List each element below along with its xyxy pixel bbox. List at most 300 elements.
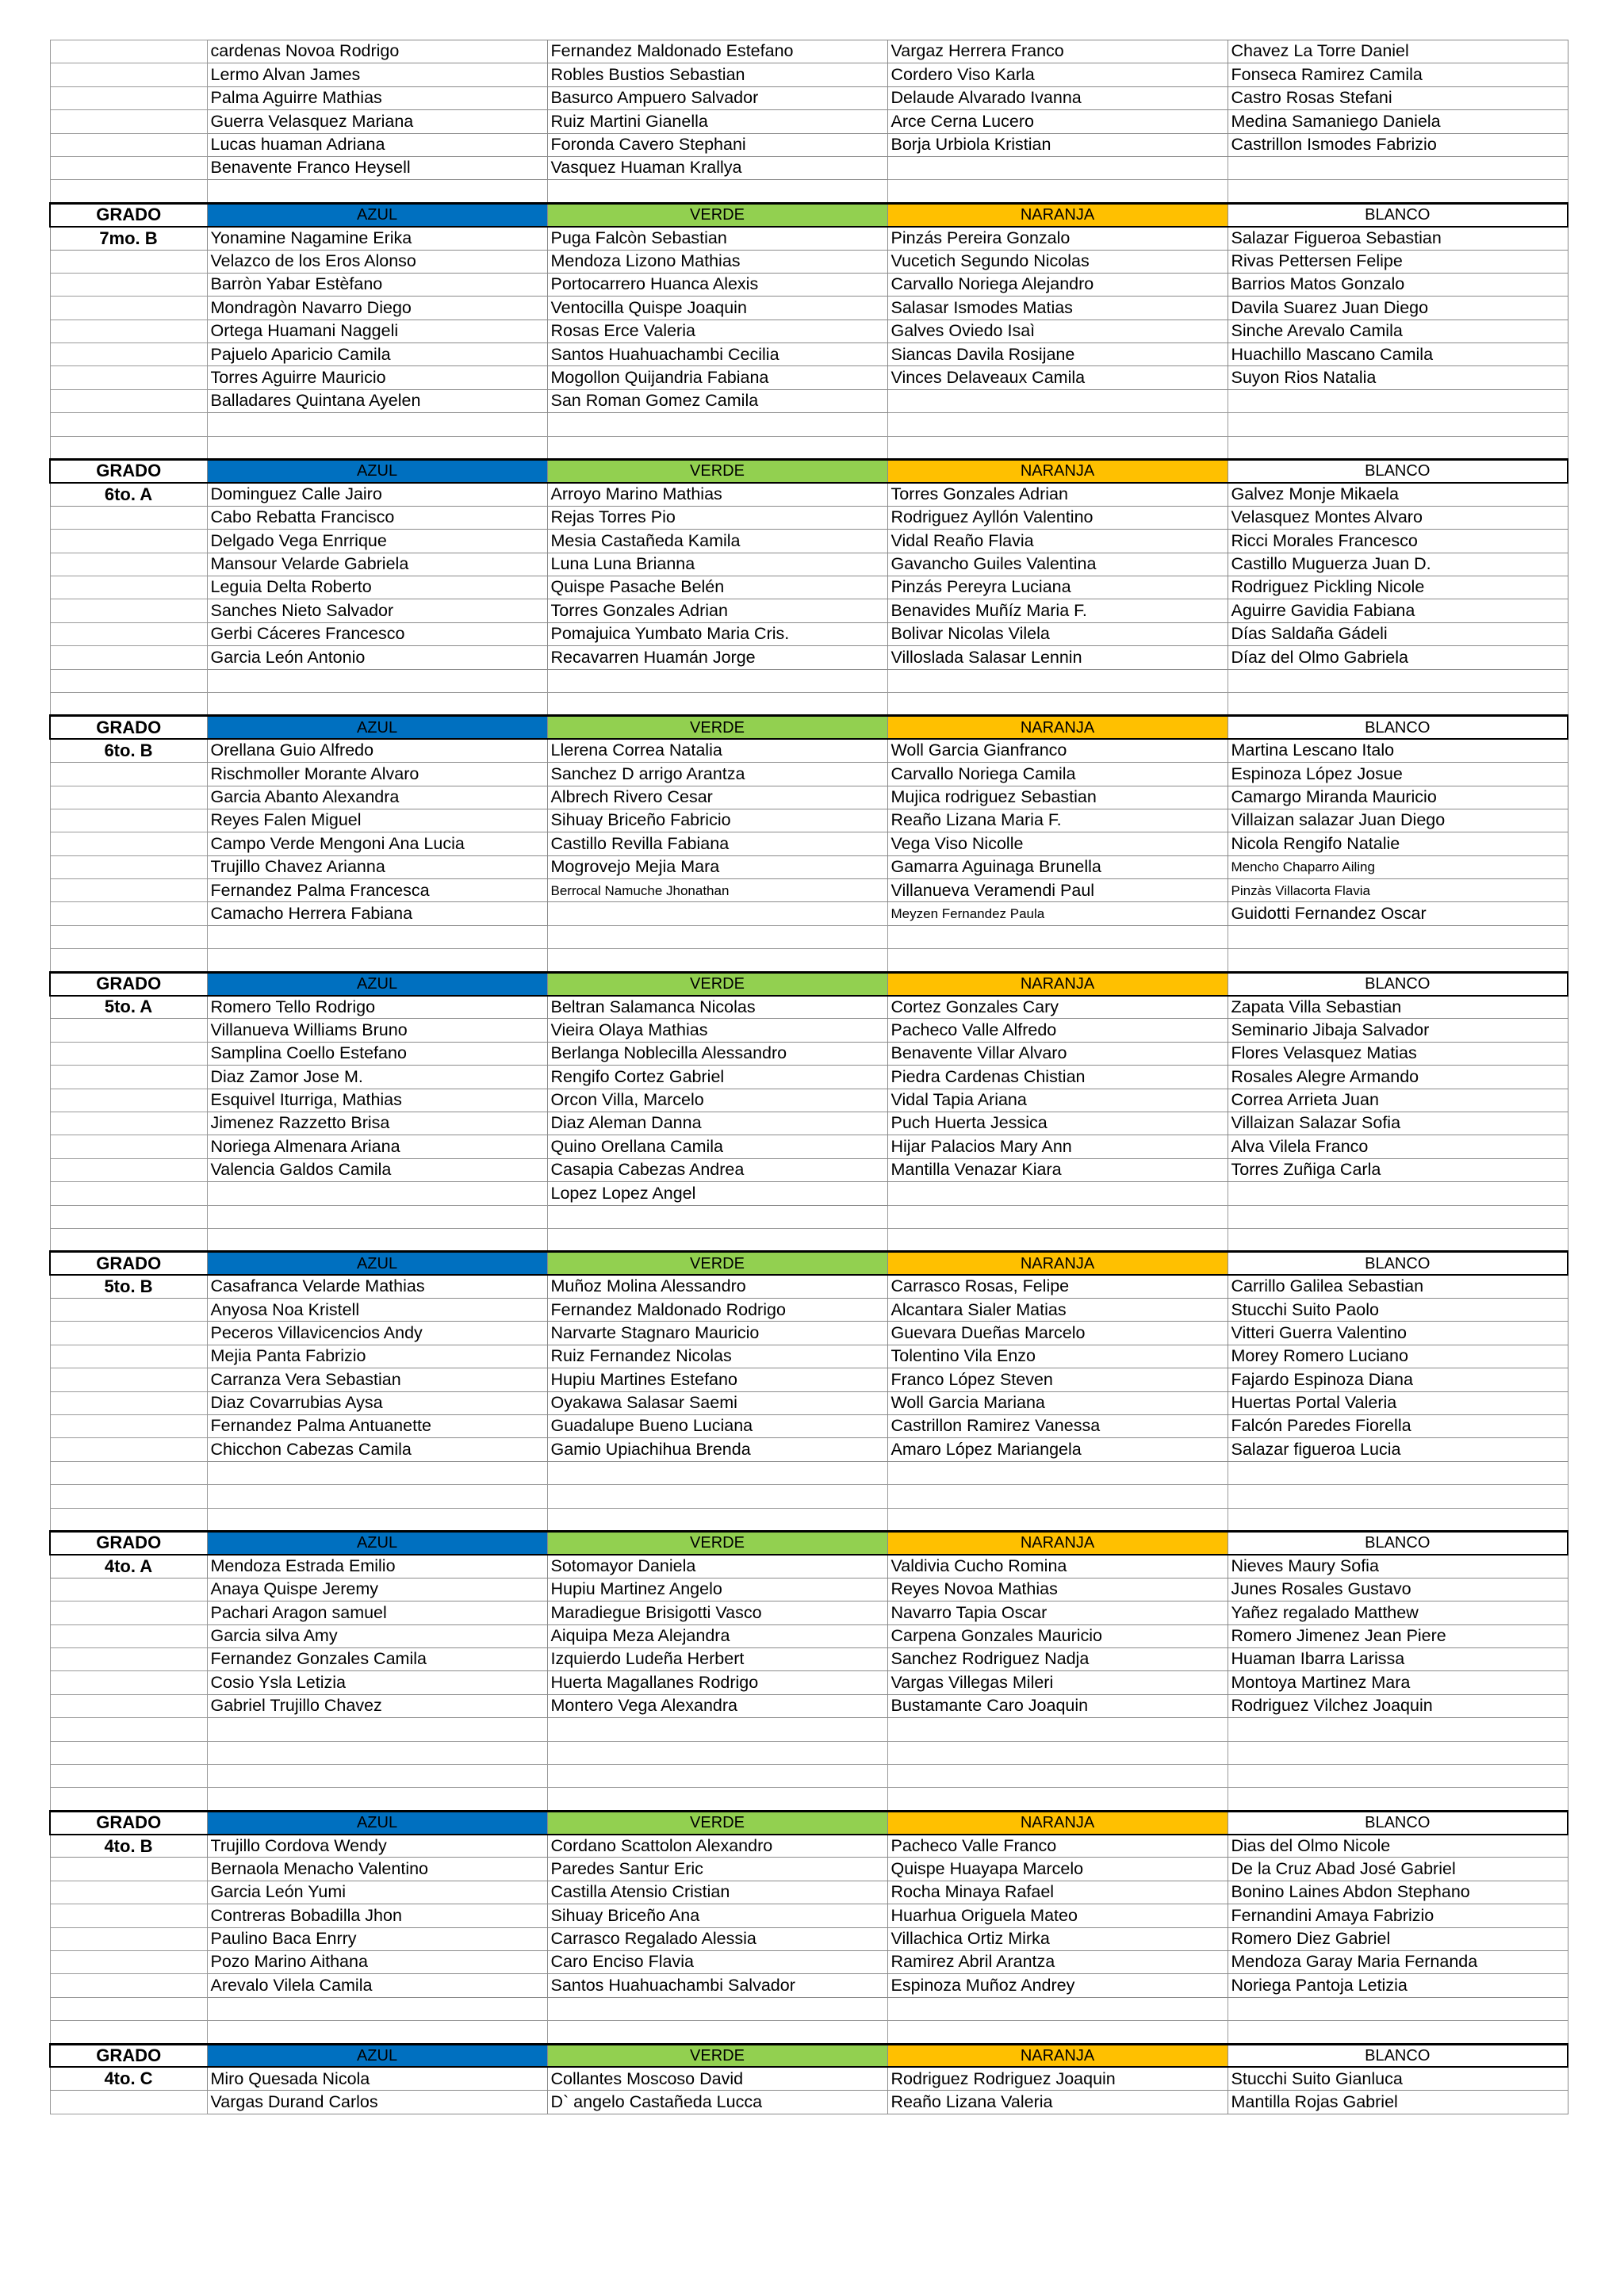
grade-label-cell (50, 320, 207, 342)
house-header-azul: AZUL (207, 1811, 547, 1834)
student-cell-blanco: Stucchi Suito Gianluca (1228, 2067, 1568, 2090)
table-row (50, 1228, 1568, 1251)
grade-label-cell (50, 692, 207, 715)
table-row (50, 1182, 1568, 1205)
grade-section-label: 6to. A (50, 483, 207, 506)
table-row (50, 250, 1568, 273)
table-row (50, 1694, 1568, 1717)
table-row (50, 273, 1568, 296)
table-row (50, 1508, 1568, 1531)
student-cell-naranja (887, 436, 1228, 459)
table-row (50, 1019, 1568, 1042)
grade-section-label: 4to. A (50, 1555, 207, 1578)
student-cell-naranja: Reaño Lizana Valeria (887, 2091, 1228, 2114)
student-cell-verde: Guadalupe Bueno Luciana (547, 1415, 887, 1438)
student-cell-verde: Caro Enciso Flavia (547, 1951, 887, 1974)
grade-label-cell (50, 389, 207, 412)
grade-label-cell (50, 2091, 207, 2114)
student-cell-blanco: Castro Rosas Stefani (1228, 86, 1568, 109)
student-cell-verde: Casapia Cabezas Andrea (547, 1158, 887, 1181)
student-cell-verde (547, 902, 887, 925)
student-cell-naranja (887, 1485, 1228, 1508)
student-cell-azul: Orellana Guio Alfredo (207, 739, 547, 762)
student-cell-azul (207, 180, 547, 203)
student-cell-azul (207, 669, 547, 692)
table-row (50, 1624, 1568, 1647)
grade-label-cell (50, 506, 207, 529)
table-row (50, 902, 1568, 925)
house-header-naranja: NARANJA (887, 2044, 1228, 2067)
student-cell-azul (207, 1228, 547, 1251)
grade-label-cell (50, 1112, 207, 1135)
student-cell-verde: Santos Huahuachambi Salvador (547, 1974, 887, 1997)
student-cell-azul: Diaz Zamor Jose M. (207, 1066, 547, 1089)
table-row (50, 739, 1568, 762)
student-cell-naranja: Puch Huerta Jessica (887, 1112, 1228, 1135)
student-cell-verde: San Roman Gomez Camila (547, 389, 887, 412)
table-row (50, 1485, 1568, 1508)
table-row (50, 1368, 1568, 1391)
student-cell-blanco: Ricci Morales Francesco (1228, 530, 1568, 553)
table-row (50, 1741, 1568, 1764)
student-cell-blanco: Espinoza López Josue (1228, 763, 1568, 786)
student-cell-blanco: De la Cruz Abad José Gabriel (1228, 1858, 1568, 1881)
table-row (50, 646, 1568, 669)
grade-label-cell (50, 297, 207, 320)
grade-label-cell (50, 40, 207, 63)
student-cell-blanco: Medina Samaniego Daniela (1228, 110, 1568, 133)
student-cell-azul: Campo Verde Mengoni Ana Lucia (207, 832, 547, 855)
house-header-azul: AZUL (207, 203, 547, 226)
student-cell-verde: Foronda Cavero Stephani (547, 133, 887, 156)
grade-label-cell (50, 1135, 207, 1158)
house-header-blanco: BLANCO (1228, 716, 1568, 739)
grade-label-cell (50, 343, 207, 366)
student-cell-verde: Sihuay Briceño Fabricio (547, 809, 887, 832)
student-cell-verde: Berrocal Namuche Jhonathan (547, 879, 887, 902)
student-cell-azul: Palma Aguirre Mathias (207, 86, 547, 109)
grade-label-cell (50, 133, 207, 156)
student-cell-naranja (887, 669, 1228, 692)
student-cell-verde: Mesia Castañeda Kamila (547, 530, 887, 553)
student-cell-naranja: Alcantara Sialer Matias (887, 1299, 1228, 1322)
table-row (50, 1391, 1568, 1414)
student-cell-naranja (887, 949, 1228, 972)
table-row (50, 553, 1568, 576)
grade-label-cell (50, 1019, 207, 1042)
house-header-blanco: BLANCO (1228, 972, 1568, 995)
student-cell-naranja: Pacheco Valle Alfredo (887, 1019, 1228, 1042)
student-cell-naranja (887, 1182, 1228, 1205)
student-cell-blanco: Bonino Laines Abdon Stephano (1228, 1881, 1568, 1904)
student-cell-blanco: Rivas Pettersen Felipe (1228, 250, 1568, 273)
student-cell-blanco (1228, 1741, 1568, 1764)
student-cell-naranja: Villoslada Salasar Lennin (887, 646, 1228, 669)
student-cell-naranja (887, 1741, 1228, 1764)
student-cell-verde: Vieira Olaya Mathias (547, 1019, 887, 1042)
spreadsheet-page (49, 40, 1567, 2248)
student-cell-naranja: Vargaz Herrera Franco (887, 40, 1228, 63)
grade-label-cell (50, 925, 207, 948)
student-cell-naranja: Vidal Reaño Flavia (887, 530, 1228, 553)
student-cell-verde: Rengifo Cortez Gabriel (547, 1066, 887, 1089)
table-row (50, 996, 1568, 1019)
grade-label-cell (50, 110, 207, 133)
student-cell-azul: Anaya Quispe Jeremy (207, 1578, 547, 1601)
student-cell-blanco (1228, 180, 1568, 203)
student-cell-blanco (1228, 669, 1568, 692)
student-cell-verde (547, 413, 887, 436)
student-cell-verde (547, 1461, 887, 1484)
student-cell-verde (547, 1997, 887, 2020)
house-header-azul: AZUL (207, 716, 547, 739)
student-cell-naranja: Hijar Palacios Mary Ann (887, 1135, 1228, 1158)
student-cell-naranja: Woll Garcia Mariana (887, 1391, 1228, 1414)
student-cell-verde: Hupiu Martinez Angelo (547, 1578, 887, 1601)
student-cell-naranja (887, 413, 1228, 436)
student-cell-verde: Luna Luna Brianna (547, 553, 887, 576)
student-cell-verde: Paredes Santur Eric (547, 1858, 887, 1881)
table-row (50, 1858, 1568, 1881)
student-cell-azul: Gabriel Trujillo Chavez (207, 1694, 547, 1717)
student-cell-azul: Fernandez Palma Antuanette (207, 1415, 547, 1438)
student-cell-blanco: Villaizan salazar Juan Diego (1228, 809, 1568, 832)
house-header-blanco: BLANCO (1228, 460, 1568, 483)
table-row (50, 389, 1568, 412)
grado-header-cell: GRADO (50, 1532, 207, 1555)
student-cell-verde: Berlanga Noblecilla Alessandro (547, 1042, 887, 1065)
student-cell-verde: Mendoza Lizono Mathias (547, 250, 887, 273)
table-row (50, 832, 1568, 855)
student-cell-azul (207, 2021, 547, 2044)
student-cell-azul: Peceros Villavicencios Andy (207, 1322, 547, 1345)
student-cell-verde: Sotomayor Daniela (547, 1555, 887, 1578)
house-header-row (50, 716, 1568, 739)
house-header-blanco: BLANCO (1228, 1252, 1568, 1275)
student-cell-verde: Portocarrero Huanca Alexis (547, 273, 887, 296)
student-cell-naranja: Vucetich Segundo Nicolas (887, 250, 1228, 273)
student-cell-verde: Arroyo Marino Mathias (547, 483, 887, 506)
student-cell-azul: Yonamine Nagamine Erika (207, 227, 547, 250)
student-cell-naranja: Benavides Muñíz Maria F. (887, 599, 1228, 622)
student-cell-naranja (887, 1788, 1228, 1811)
student-cell-blanco: Correa Arrieta Juan (1228, 1089, 1568, 1112)
house-header-naranja: NARANJA (887, 460, 1228, 483)
table-row (50, 669, 1568, 692)
house-header-row (50, 203, 1568, 226)
student-cell-verde: Cordano Scattolon Alexandro (547, 1835, 887, 1858)
student-cell-blanco: Flores Velasquez Matias (1228, 1042, 1568, 1065)
grado-header-cell: GRADO (50, 1811, 207, 1834)
student-cell-verde (547, 669, 887, 692)
student-cell-blanco: Noriega Pantoja Letizia (1228, 1974, 1568, 1997)
student-cell-verde: Izquierdo Ludeña Herbert (547, 1647, 887, 1670)
student-cell-verde: Ruiz Martini Gianella (547, 110, 887, 133)
student-cell-blanco (1228, 1764, 1568, 1787)
grade-label-cell (50, 902, 207, 925)
table-row (50, 180, 1568, 203)
table-row (50, 156, 1568, 179)
grade-label-cell (50, 1089, 207, 1112)
house-header-naranja: NARANJA (887, 1811, 1228, 1834)
student-cell-blanco: Salazar figueroa Lucia (1228, 1438, 1568, 1461)
student-cell-azul: Valencia Galdos Camila (207, 1158, 547, 1181)
student-cell-azul: Samplina Coello Estefano (207, 1042, 547, 1065)
table-row (50, 1904, 1568, 1927)
table-row (50, 949, 1568, 972)
student-cell-azul: Lucas huaman Adriana (207, 133, 547, 156)
table-row (50, 1345, 1568, 1368)
student-cell-azul (207, 413, 547, 436)
student-cell-azul (207, 1485, 547, 1508)
table-row (50, 1438, 1568, 1461)
student-cell-azul: Sanches Nieto Salvador (207, 599, 547, 622)
student-cell-azul (207, 692, 547, 715)
grade-label-cell (50, 1461, 207, 1484)
student-cell-blanco: Pinzàs Villacorta Flavia (1228, 879, 1568, 902)
table-row (50, 1158, 1568, 1181)
grade-label-cell (50, 1415, 207, 1438)
student-cell-blanco: Montoya Martinez Mara (1228, 1671, 1568, 1694)
grade-label-cell (50, 180, 207, 203)
table-row (50, 1997, 1568, 2020)
student-cell-naranja: Pinzás Pereyra Luciana (887, 576, 1228, 599)
house-header-blanco: BLANCO (1228, 1811, 1568, 1834)
table-row (50, 1718, 1568, 1741)
grade-label-cell (50, 1647, 207, 1670)
student-cell-blanco: Salazar Figueroa Sebastian (1228, 227, 1568, 250)
table-row (50, 1671, 1568, 1694)
student-cell-verde (547, 692, 887, 715)
house-header-verde: VERDE (547, 1252, 887, 1275)
student-cell-verde: Rosas Erce Valeria (547, 320, 887, 342)
grade-label-cell (50, 156, 207, 179)
student-cell-naranja: Gavancho Guiles Valentina (887, 553, 1228, 576)
student-cell-azul: Guerra Velasquez Mariana (207, 110, 547, 133)
student-cell-azul: Romero Tello Rodrigo (207, 996, 547, 1019)
student-cell-naranja: Mujica rodriguez Sebastian (887, 786, 1228, 809)
student-cell-verde: Sanchez D arrigo Arantza (547, 763, 887, 786)
student-cell-azul: Delgado Vega Enrrique (207, 530, 547, 553)
student-cell-naranja: Siancas Davila Rosijane (887, 343, 1228, 366)
house-header-verde: VERDE (547, 1811, 887, 1834)
house-header-row (50, 1532, 1568, 1555)
house-header-naranja: NARANJA (887, 1532, 1228, 1555)
student-cell-blanco: Rodriguez Vilchez Joaquin (1228, 1694, 1568, 1717)
student-cell-blanco: Romero Diez Gabriel (1228, 1927, 1568, 1950)
grade-label-cell (50, 1485, 207, 1508)
student-cell-blanco (1228, 1205, 1568, 1228)
grade-label-cell (50, 1228, 207, 1251)
student-cell-verde: Gamio Upiachihua Brenda (547, 1438, 887, 1461)
student-cell-verde: Rejas Torres Pio (547, 506, 887, 529)
table-row (50, 1601, 1568, 1624)
house-header-blanco: BLANCO (1228, 203, 1568, 226)
student-cell-azul: Leguia Delta Roberto (207, 576, 547, 599)
student-cell-blanco (1228, 1508, 1568, 1531)
student-cell-azul: Fernandez Gonzales Camila (207, 1647, 547, 1670)
student-cell-blanco: Davila Suarez Juan Diego (1228, 297, 1568, 320)
grade-section-label: 6to. B (50, 739, 207, 762)
student-cell-naranja: Mantilla Venazar Kiara (887, 1158, 1228, 1181)
grade-label-cell (50, 1788, 207, 1811)
table-row (50, 1112, 1568, 1135)
grade-label-cell (50, 1438, 207, 1461)
student-cell-blanco: Fernandini Amaya Fabrizio (1228, 1904, 1568, 1927)
table-row (50, 2091, 1568, 2114)
student-cell-naranja: Amaro López Mariangela (887, 1438, 1228, 1461)
student-cell-blanco: Rosales Alegre Armando (1228, 1066, 1568, 1089)
table-row (50, 786, 1568, 809)
table-row (50, 1275, 1568, 1298)
grado-header-cell: GRADO (50, 1252, 207, 1275)
house-header-row (50, 2044, 1568, 2067)
grade-label-cell (50, 250, 207, 273)
house-header-naranja: NARANJA (887, 203, 1228, 226)
student-cell-azul (207, 436, 547, 459)
student-cell-blanco: Nicola Rengifo Natalie (1228, 832, 1568, 855)
student-cell-azul: Reyes Falen Miguel (207, 809, 547, 832)
table-row (50, 40, 1568, 63)
table-row (50, 1927, 1568, 1950)
grade-label-cell (50, 1508, 207, 1531)
student-cell-azul: Garcia León Yumi (207, 1881, 547, 1904)
table-row (50, 1042, 1568, 1065)
table-row (50, 366, 1568, 389)
table-row (50, 63, 1568, 86)
student-cell-blanco: Mencho Chaparro Ailing (1228, 855, 1568, 878)
student-cell-naranja: Rocha Minaya Rafael (887, 1881, 1228, 1904)
student-cell-naranja: Vega Viso Nicolle (887, 832, 1228, 855)
student-cell-naranja: Franco López Steven (887, 1368, 1228, 1391)
student-cell-azul (207, 1764, 547, 1787)
student-cell-naranja (887, 925, 1228, 948)
student-cell-blanco: Nieves Maury Sofia (1228, 1555, 1568, 1578)
student-cell-blanco: Galvez Monje Mikaela (1228, 483, 1568, 506)
student-cell-verde: Carrasco Regalado Alessia (547, 1927, 887, 1950)
grade-label-cell (50, 1997, 207, 2020)
grade-section-label: 5to. A (50, 996, 207, 1019)
student-cell-naranja: Quispe Huayapa Marcelo (887, 1858, 1228, 1881)
house-header-naranja: NARANJA (887, 716, 1228, 739)
student-cell-azul: Mejia Panta Fabrizio (207, 1345, 547, 1368)
house-header-blanco: BLANCO (1228, 1532, 1568, 1555)
student-cell-naranja (887, 1764, 1228, 1787)
student-cell-blanco: Zapata Villa Sebastian (1228, 996, 1568, 1019)
table-row (50, 1555, 1568, 1578)
student-cell-naranja: Arce Cerna Lucero (887, 110, 1228, 133)
grade-section-label: 4to. C (50, 2067, 207, 2090)
table-row (50, 1578, 1568, 1601)
student-cell-verde: Mogollon Quijandria Fabiana (547, 366, 887, 389)
student-cell-verde: Fernandez Maldonado Estefano (547, 40, 887, 63)
table-body (50, 40, 1568, 2114)
student-cell-azul: Fernandez Palma Francesca (207, 879, 547, 902)
student-cell-blanco: Huachillo Mascano Camila (1228, 343, 1568, 366)
student-cell-blanco (1228, 1997, 1568, 2020)
house-header-azul: AZUL (207, 2044, 547, 2067)
student-cell-blanco (1228, 2021, 1568, 2044)
student-cell-verde: Vasquez Huaman Krallya (547, 156, 887, 179)
student-cell-blanco: Chavez La Torre Daniel (1228, 40, 1568, 63)
grade-label-cell (50, 1368, 207, 1391)
student-cell-naranja (887, 1997, 1228, 2020)
house-header-azul: AZUL (207, 460, 547, 483)
grade-label-cell (50, 855, 207, 878)
student-cell-blanco: Sinche Arevalo Camila (1228, 320, 1568, 342)
grade-label-cell (50, 1205, 207, 1228)
student-cell-blanco (1228, 1182, 1568, 1205)
grade-label-cell (50, 1671, 207, 1694)
student-cell-naranja: Pacheco Valle Franco (887, 1835, 1228, 1858)
student-cell-azul: Balladares Quintana Ayelen (207, 389, 547, 412)
house-header-row (50, 460, 1568, 483)
student-cell-naranja (887, 1508, 1228, 1531)
student-cell-azul: Torres Aguirre Mauricio (207, 366, 547, 389)
student-cell-verde (547, 1205, 887, 1228)
grade-label-cell (50, 1974, 207, 1997)
student-cell-azul: Benavente Franco Heysell (207, 156, 547, 179)
student-cell-verde: Aiquipa Meza Alejandra (547, 1624, 887, 1647)
student-cell-verde (547, 925, 887, 948)
table-row (50, 763, 1568, 786)
student-cell-blanco (1228, 389, 1568, 412)
table-row (50, 1764, 1568, 1787)
table-row (50, 2021, 1568, 2044)
student-cell-azul: Gerbi Cáceres Francesco (207, 622, 547, 645)
grade-label-cell (50, 1927, 207, 1950)
student-cell-azul (207, 949, 547, 972)
student-cell-naranja: Vinces Delaveaux Camila (887, 366, 1228, 389)
table-row (50, 1205, 1568, 1228)
student-cell-naranja: Piedra Cardenas Chistian (887, 1066, 1228, 1089)
student-cell-naranja: Bustamante Caro Joaquin (887, 1694, 1228, 1717)
student-cell-blanco: Barrios Matos Gonzalo (1228, 273, 1568, 296)
student-cell-naranja: Reyes Novoa Mathias (887, 1578, 1228, 1601)
student-cell-naranja: Gamarra Aguinaga Brunella (887, 855, 1228, 878)
student-cell-azul: Rischmoller Morante Alvaro (207, 763, 547, 786)
student-cell-blanco: Junes Rosales Gustavo (1228, 1578, 1568, 1601)
grade-label-cell (50, 622, 207, 645)
student-cell-blanco (1228, 413, 1568, 436)
grado-header-cell: GRADO (50, 460, 207, 483)
student-cell-blanco: Vitteri Guerra Valentino (1228, 1322, 1568, 1345)
house-header-azul: AZUL (207, 1252, 547, 1275)
student-cell-naranja: Carpena Gonzales Mauricio (887, 1624, 1228, 1647)
table-row (50, 879, 1568, 902)
table-row (50, 809, 1568, 832)
student-cell-naranja (887, 1228, 1228, 1251)
grade-label-cell (50, 1042, 207, 1065)
grade-label-cell (50, 1694, 207, 1717)
student-cell-naranja: Woll Garcia Gianfranco (887, 739, 1228, 762)
student-cell-blanco: Díaz del Olmo Gabriela (1228, 646, 1568, 669)
student-cell-azul: Carranza Vera Sebastian (207, 1368, 547, 1391)
grade-label-cell (50, 1741, 207, 1764)
student-cell-verde: Maradiegue Brisigotti Vasco (547, 1601, 887, 1624)
table-row (50, 1322, 1568, 1345)
table-row (50, 133, 1568, 156)
student-cell-verde: Mogrovejo Mejia Mara (547, 855, 887, 878)
student-cell-blanco: Castillo Muguerza Juan D. (1228, 553, 1568, 576)
grade-label-cell (50, 1764, 207, 1787)
grade-section-label: 5to. B (50, 1275, 207, 1298)
student-cell-blanco: Romero Jimenez Jean Piere (1228, 1624, 1568, 1647)
student-cell-azul: Cosio Ysla Letizia (207, 1671, 547, 1694)
student-cell-naranja (887, 389, 1228, 412)
grade-label-cell (50, 576, 207, 599)
student-cell-azul: Mansour Velarde Gabriela (207, 553, 547, 576)
